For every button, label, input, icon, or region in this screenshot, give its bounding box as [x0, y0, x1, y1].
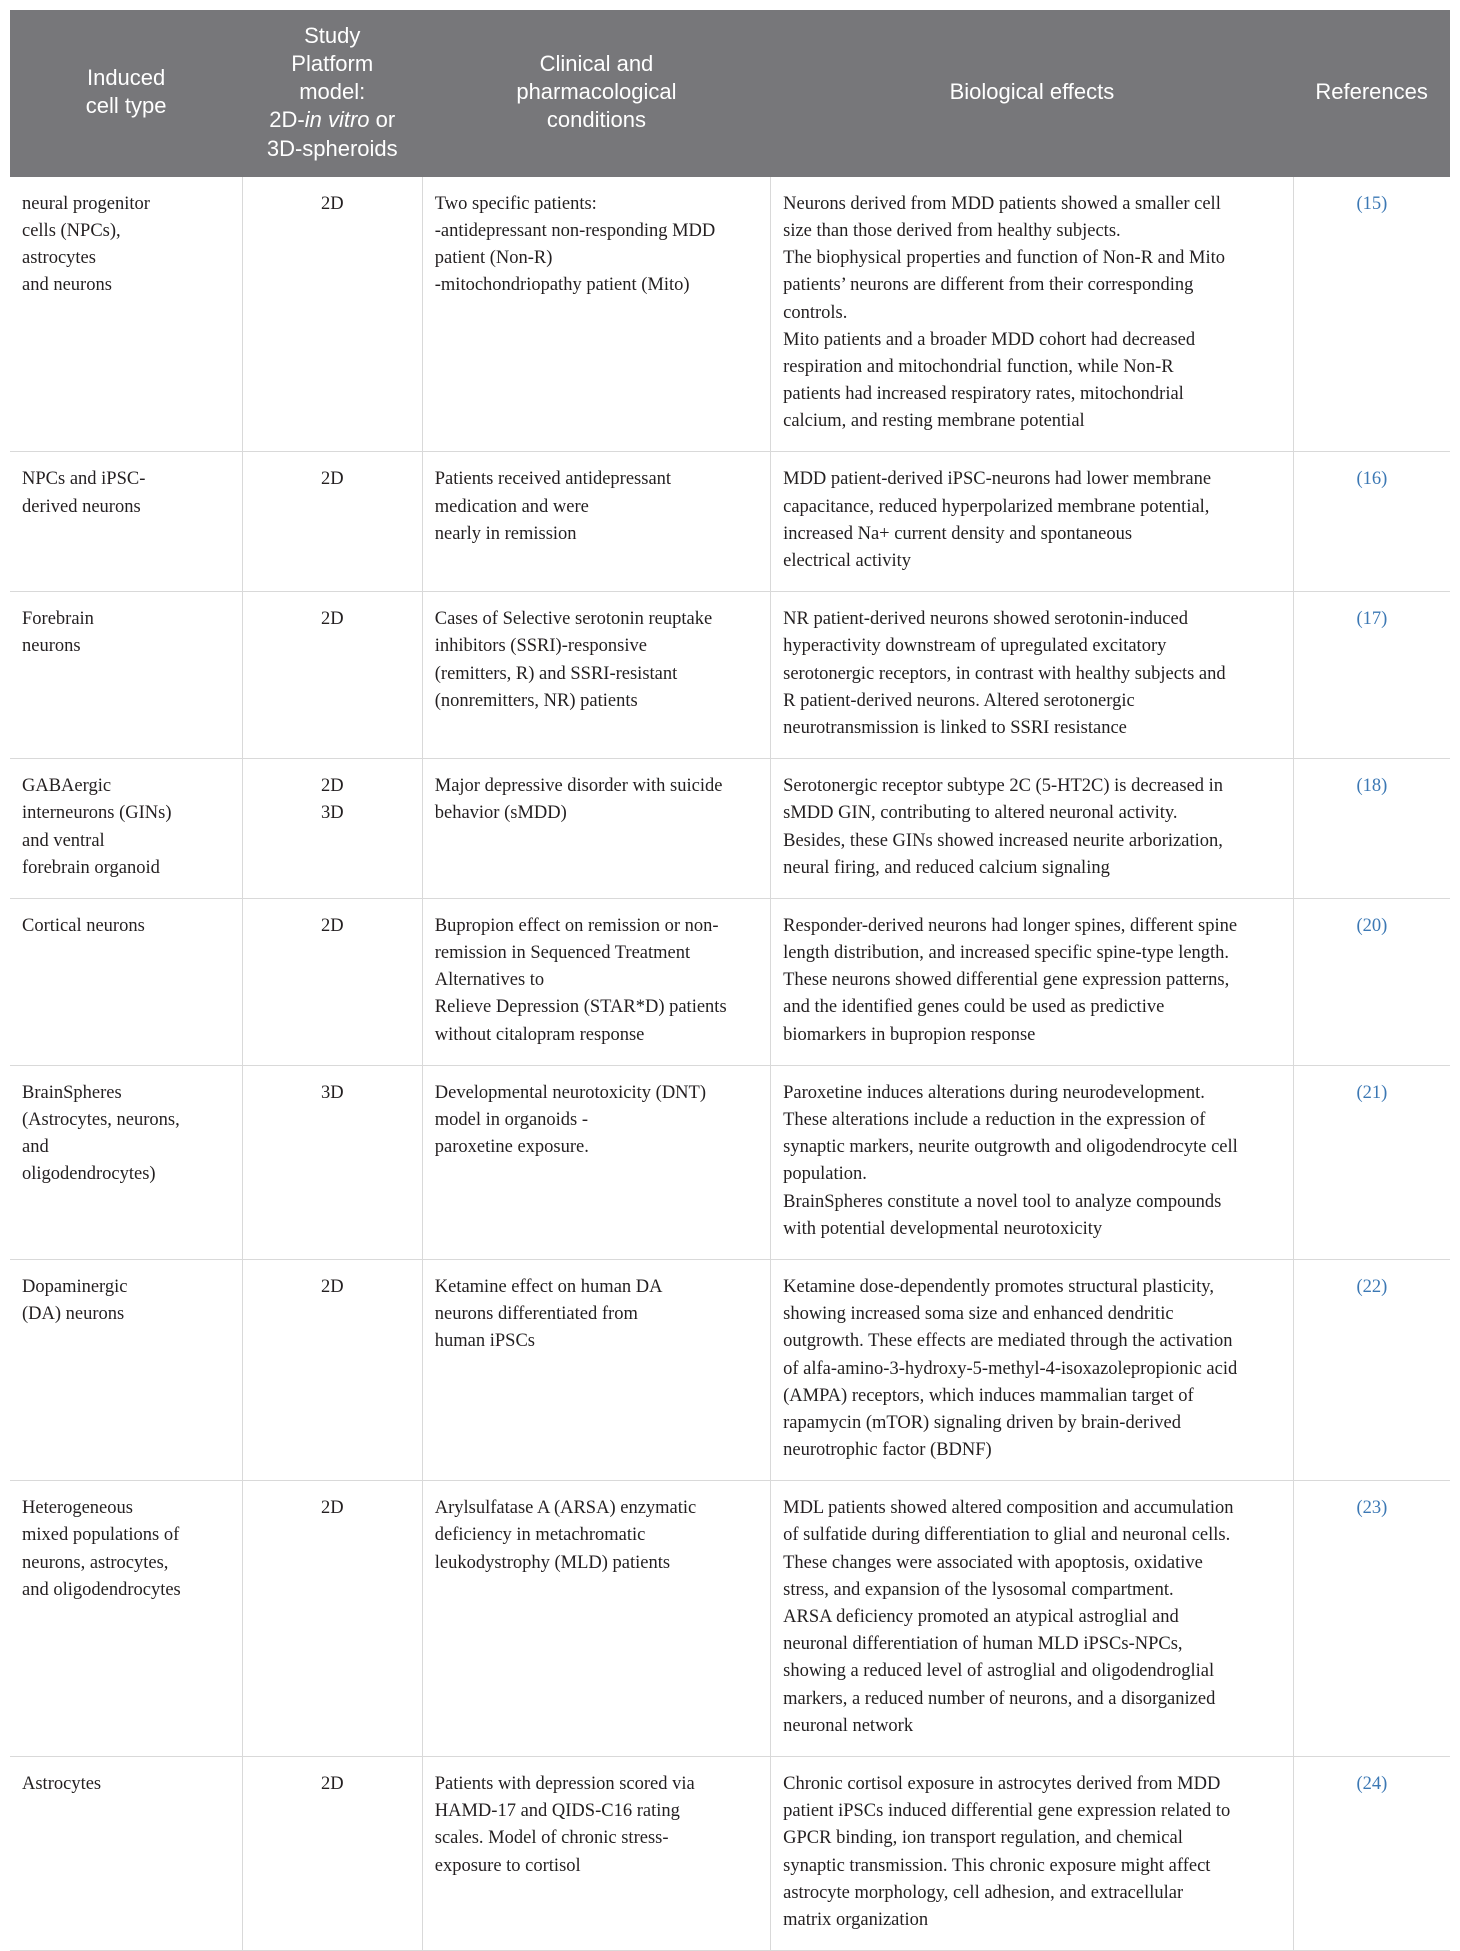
reference-link[interactable]: (23) [1356, 1498, 1388, 1519]
cell-study-platform-model [242, 177, 422, 452]
cell-line: (AMPA) receptors, which induces mammalian target of [783, 1385, 1194, 1406]
cell-line: interneurons (GINs) [22, 803, 172, 824]
cell-line: 3D [320, 1082, 344, 1103]
cell-line: medication and were [434, 496, 589, 517]
cell-line: mixed populations of [22, 1525, 180, 1546]
cell-line: size than those derived from healthy subjects. [783, 220, 1121, 241]
cell-clinical-conditions [422, 1481, 770, 1757]
cell-line: and the identified genes could be used as predictive [783, 997, 1165, 1018]
cell-biological-effects [771, 592, 1294, 759]
cell-study-platform-model [242, 1259, 422, 1480]
cell-clinical-conditions [422, 177, 770, 452]
table-row [10, 759, 1450, 899]
cell-study-platform-model [242, 1481, 422, 1757]
cell-line: scales. Model of chronic stress- [434, 1828, 669, 1849]
cell-induced-cell-type [10, 1065, 242, 1259]
cell-line: rapamycin (mTOR) signaling driven by brain-derived [783, 1412, 1181, 1433]
cell-line: outgrowth. These effects are mediated through the activation [783, 1331, 1233, 1352]
cell-references [1293, 1756, 1450, 1950]
cell-line: derived neurons [22, 496, 141, 517]
cell-clinical-conditions [422, 1065, 770, 1259]
table-row [10, 592, 1450, 759]
cell-line: NR patient-derived neurons showed serotonin-induced [783, 609, 1188, 630]
cell-line: cells (NPCs), [22, 220, 121, 241]
cell-line: patients had increased respiratory rates, mitochondrial [783, 384, 1184, 405]
cell-references [1293, 452, 1450, 592]
cell-line: MDD patient-derived iPSC-neurons had lower membrane [783, 469, 1212, 490]
cell-line: Chronic cortisol exposure in astrocytes derived from MDD [783, 1773, 1221, 1794]
cell-line: and ventral [22, 830, 105, 851]
cell-line: stress, and expansion of the lysosomal compartment. [783, 1579, 1174, 1600]
cell-clinical-conditions [422, 592, 770, 759]
cell-line: remission in Sequenced Treatment [434, 943, 691, 964]
cell-line: BrainSpheres [22, 1082, 122, 1103]
cell-references [1293, 177, 1450, 452]
cell-line: showing a reduced level of astroglial and oligodendroglial [783, 1661, 1215, 1682]
cell-study-platform-model [242, 592, 422, 759]
column-header-line: Induced [86, 65, 166, 91]
column-header-line: Clinical and [539, 51, 654, 77]
cell-line: sMDD GIN, contributing to altered neuronal activity. [783, 803, 1178, 824]
cell-induced-cell-type [10, 452, 242, 592]
cell-line: Major depressive disorder with suicide [434, 776, 723, 797]
cell-line: Arylsulfatase A (ARSA) enzymatic [434, 1498, 697, 1519]
cell-line: synaptic markers, neurite outgrowth and oligodendrocyte cell [783, 1137, 1238, 1158]
cell-induced-cell-type [10, 759, 242, 899]
column-header-line: 2D-in vitro or [269, 107, 396, 133]
cell-line: Developmental neurotoxicity (DNT) [434, 1082, 706, 1103]
reference-link[interactable]: (20) [1356, 915, 1388, 936]
cell-induced-cell-type [10, 898, 242, 1065]
cell-references [1293, 898, 1450, 1065]
cell-line: Ketamine effect on human DA [434, 1276, 663, 1297]
cell-induced-cell-type [10, 1756, 242, 1950]
cell-line: neuronal network [783, 1715, 914, 1736]
cell-line: (nonremitters, NR) patients [434, 690, 638, 711]
cell-line: hyperactivity downstream of upregulated excitatory [783, 636, 1167, 657]
cell-line: HAMD-17 and QIDS-C16 rating [434, 1801, 680, 1822]
cell-line: patient iPSCs induced differential gene expression related to [783, 1801, 1231, 1822]
cell-line: with potential developmental neurotoxicity [783, 1218, 1103, 1239]
cell-clinical-conditions [422, 452, 770, 592]
column-header-line: Platform [291, 51, 374, 77]
cell-references [1293, 592, 1450, 759]
cell-biological-effects [771, 1259, 1294, 1480]
cell-line: biomarkers in bupropion response [783, 1024, 1036, 1045]
cell-line: Patients with depression scored via [434, 1773, 695, 1794]
cell-line: serotonergic receptors, in contrast with healthy subjects and [783, 663, 1226, 684]
cell-line: 2D [320, 915, 344, 936]
column-header-line: Biological effects [949, 79, 1115, 105]
column-header-line: conditions [546, 107, 646, 133]
column-header-line: cell type [85, 93, 167, 119]
cell-clinical-conditions [422, 1259, 770, 1480]
cell-biological-effects [771, 1481, 1294, 1757]
column-header-biological-effects [771, 10, 1294, 177]
cell-line: Patients received antidepressant [434, 469, 672, 490]
cell-line: neural firing, and reduced calcium signaling [783, 857, 1110, 878]
table-row [10, 1065, 1450, 1259]
cell-line: astrocyte morphology, cell adhesion, and extracellular [783, 1882, 1184, 1903]
cell-line: These changes were associated with apoptosis, oxidative [783, 1552, 1203, 1573]
cell-clinical-conditions [422, 759, 770, 899]
cell-line: calcium, and resting membrane potential [783, 411, 1085, 432]
cell-induced-cell-type [10, 177, 242, 452]
cell-line: population. [783, 1164, 867, 1185]
cell-line: and [22, 1137, 49, 1158]
table-row [10, 1756, 1450, 1950]
cell-line: neurons differentiated from [434, 1304, 638, 1325]
cell-line: GPCR binding, ion transport regulation, and chemical [783, 1828, 1183, 1849]
cell-line: nearly in remission [434, 523, 577, 544]
cell-line: leukodystrophy (MLD) patients [434, 1552, 671, 1573]
cell-biological-effects [771, 1065, 1294, 1259]
table-container [0, 10, 1460, 1951]
cell-line: Mito patients and a broader MDD cohort had decreased [783, 329, 1196, 350]
cell-line: neurons, astrocytes, [22, 1552, 169, 1573]
cell-line: and oligodendrocytes [22, 1579, 181, 1600]
cell-references [1293, 1259, 1450, 1480]
cell-biological-effects [771, 898, 1294, 1065]
cell-line: Bupropion effect on remission or non- [434, 915, 719, 936]
cell-induced-cell-type [10, 592, 242, 759]
cell-line: Two specific patients: [434, 193, 597, 214]
cell-study-platform-model [242, 1756, 422, 1950]
cell-induced-cell-type [10, 1481, 242, 1757]
cell-line: Dopaminergic [22, 1276, 128, 1297]
cell-line: 2D [320, 609, 344, 630]
cell-line: electrical activity [783, 551, 912, 572]
header-italic-text: in vitro [304, 107, 370, 133]
reference-link[interactable]: (18) [1356, 776, 1388, 797]
cell-study-platform-model [242, 452, 422, 592]
column-header-line: model: [299, 79, 366, 105]
reference-link[interactable]: (22) [1356, 1276, 1388, 1297]
reference-link[interactable]: (17) [1356, 609, 1388, 630]
cell-line: Ketamine dose-dependently promotes structural plasticity, [783, 1276, 1214, 1297]
cell-line: astrocytes [22, 248, 96, 269]
column-header-line: 3D-spheroids [266, 135, 398, 161]
cell-references [1293, 1481, 1450, 1757]
cell-biological-effects [771, 177, 1294, 452]
cell-clinical-conditions [422, 898, 770, 1065]
cell-line: 2D [320, 1276, 344, 1297]
cell-line: R patient-derived neurons. Altered serotonergic [783, 690, 1135, 711]
cell-line: increased Na+ current density and spontaneous [783, 523, 1133, 544]
cell-line: Cortical neurons [22, 915, 145, 936]
cell-line: Heterogeneous [22, 1498, 133, 1519]
cell-line: Neurons derived from MDD patients showed a smaller cell [783, 193, 1221, 214]
cell-line: 2D [320, 1773, 344, 1794]
cell-line: (Astrocytes, neurons, [22, 1110, 180, 1131]
cell-line: Besides, these GINs showed increased neurite arborization, [783, 830, 1223, 851]
cell-line: of alfa-amino-3-hydroxy-5-methyl-4-isoxazolepropionic acid [783, 1358, 1238, 1379]
cell-line: of sulfatide during differentiation to glial and neuronal cells. [783, 1525, 1231, 1546]
column-header-clinical-conditions [422, 10, 770, 177]
cell-biological-effects [771, 452, 1294, 592]
cell-line: (remitters, R) and SSRI-resistant [434, 663, 678, 684]
table-body [10, 177, 1450, 1951]
cell-line: The biophysical properties and function of Non-R and Mito [783, 248, 1225, 269]
cell-study-platform-model [242, 759, 422, 899]
cell-induced-cell-type [10, 1259, 242, 1480]
table-row [10, 1481, 1450, 1757]
column-header-references [1293, 10, 1450, 177]
cell-line: These alterations include a reduction in the expression of [783, 1110, 1206, 1131]
cell-biological-effects [771, 1756, 1294, 1950]
cell-line: respiration and mitochondrial function, while Non-R [783, 356, 1174, 377]
cell-line: and neurons [22, 275, 112, 296]
column-header-line: References [1315, 79, 1428, 105]
cell-line: showing increased soma size and enhanced dendritic [783, 1304, 1174, 1325]
cell-line: oligodendrocytes) [22, 1164, 156, 1185]
cell-line: behavior (sMDD) [434, 803, 567, 824]
cell-line: Responder-derived neurons had longer spines, different spine [783, 915, 1238, 936]
cell-line: matrix organization [783, 1909, 929, 1930]
cell-line: Serotonergic receptor subtype 2C (5-HT2C) is decreased in [783, 776, 1224, 797]
column-header-line: Study [304, 23, 361, 48]
cell-line: human iPSCs [434, 1331, 535, 1352]
cell-line: Forebrain [22, 609, 94, 630]
cell-line: (DA) neurons [22, 1304, 125, 1325]
cell-line: Paroxetine induces alterations during neurodevelopment. [783, 1082, 1205, 1103]
cell-study-platform-model [242, 898, 422, 1065]
cell-line: Astrocytes [22, 1773, 102, 1794]
cell-line: ARSA deficiency promoted an atypical astroglial and [783, 1607, 1179, 1628]
cell-line: neurotrophic factor (BDNF) [783, 1440, 992, 1461]
cell-line: GABAergic [22, 776, 112, 797]
table-row [10, 177, 1450, 452]
cell-biological-effects [771, 759, 1294, 899]
study-summary-table [10, 10, 1450, 1951]
table-header-row [10, 10, 1450, 177]
cell-line: patient (Non-R) [434, 248, 553, 269]
cell-line: 2D [320, 469, 344, 490]
cell-line: length distribution, and increased specific spine-type length. [783, 943, 1230, 964]
cell-line: paroxetine exposure. [434, 1137, 589, 1158]
cell-line: 2D [320, 776, 344, 797]
column-header-induced-cell-type [10, 10, 242, 177]
reference-link[interactable]: (15) [1356, 193, 1388, 214]
cell-line: neurons [22, 636, 81, 657]
cell-line: neuronal differentiation of human MLD iPSCs-NPCs, [783, 1634, 1183, 1655]
cell-line: NPCs and iPSC- [22, 469, 146, 490]
cell-line: Cases of Selective serotonin reuptake [434, 609, 713, 630]
cell-line: without citalopram response [434, 1024, 645, 1045]
table-row [10, 898, 1450, 1065]
cell-line: 3D [320, 803, 344, 824]
table-header [10, 10, 1450, 177]
cell-line: -antidepressant non-responding MDD [434, 220, 716, 241]
cell-line: neural progenitor [22, 193, 150, 214]
cell-line: synaptic transmission. This chronic exposure might affect [783, 1855, 1211, 1876]
reference-link[interactable]: (21) [1356, 1082, 1388, 1103]
cell-study-platform-model [242, 1065, 422, 1259]
cell-clinical-conditions [422, 1756, 770, 1950]
cell-line: neurotransmission is linked to SSRI resistance [783, 717, 1127, 738]
cell-line: capacitance, reduced hyperpolarized membrane potential, [783, 496, 1210, 517]
cell-line: deficiency in metachromatic [434, 1525, 646, 1546]
cell-line: forebrain organoid [22, 857, 160, 878]
table-row [10, 1259, 1450, 1480]
cell-line: controls. [783, 302, 848, 323]
cell-references [1293, 759, 1450, 899]
cell-line: Alternatives to [434, 970, 545, 991]
column-header-line: pharmacological [516, 79, 677, 105]
column-header-study-platform-model [242, 10, 422, 177]
cell-line: model in organoids - [434, 1110, 589, 1131]
reference-link[interactable]: (16) [1356, 469, 1388, 490]
cell-line: 2D [320, 1498, 344, 1519]
cell-line: exposure to cortisol [434, 1855, 581, 1876]
cell-line: -mitochondriopathy patient (Mito) [434, 275, 690, 296]
cell-line: These neurons showed differential gene expression patterns, [783, 970, 1230, 991]
cell-line: MDL patients showed altered composition and accumulation [783, 1498, 1234, 1519]
cell-line: markers, a reduced number of neurons, and a disorganized [783, 1688, 1216, 1709]
cell-references [1293, 1065, 1450, 1259]
reference-link[interactable]: (24) [1356, 1773, 1388, 1794]
cell-line: patients’ neurons are different from their corresponding [783, 275, 1194, 296]
cell-line: 2D [320, 193, 344, 214]
table-row [10, 452, 1450, 592]
cell-line: BrainSpheres constitute a novel tool to analyze compounds [783, 1191, 1222, 1212]
cell-line: Relieve Depression (STAR*D) patients [434, 997, 727, 1018]
cell-line: inhibitors (SSRI)-responsive [434, 636, 647, 657]
